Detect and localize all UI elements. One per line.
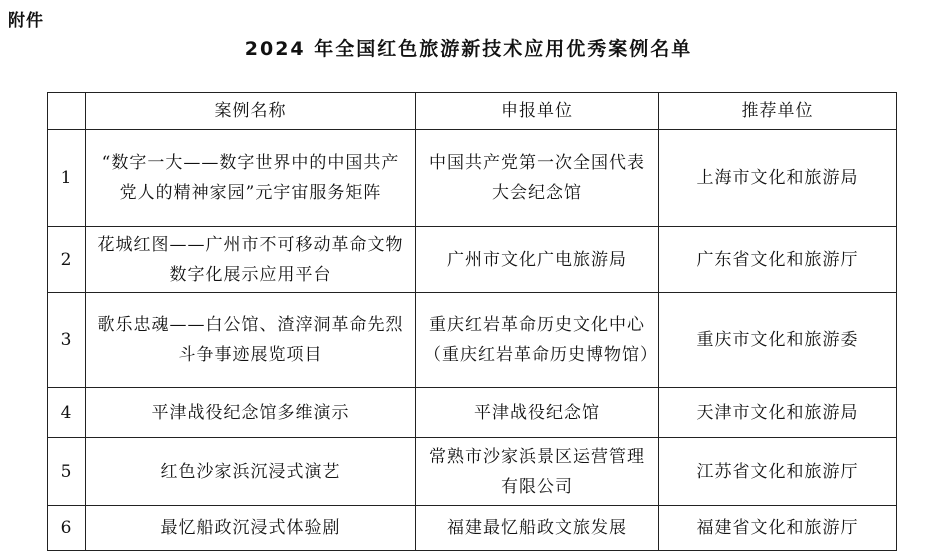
header-number — [48, 93, 86, 130]
document-title: 2024 年全国红色旅游新技术应用优秀案例名单 — [244, 38, 693, 60]
recommender-unit: 重庆市文化和旅游委 — [659, 293, 897, 388]
applicant-unit: 福建最忆船政文旅发展 — [416, 506, 659, 551]
applicant-unit: 重庆红岩革命历史文化中心（重庆红岩革命历史博物馆） — [416, 293, 659, 388]
attachment-label: 附件 — [8, 11, 44, 31]
table-row — [48, 130, 897, 227]
recommender-unit: 福建省文化和旅游厅 — [659, 506, 897, 551]
recommender-unit: 上海市文化和旅游局 — [659, 130, 897, 227]
table-row — [48, 506, 897, 551]
table-row — [48, 227, 897, 293]
row-number: 1 — [48, 130, 86, 227]
row-number: 3 — [48, 293, 86, 388]
recommender-unit: 广东省文化和旅游厅 — [659, 227, 897, 293]
header-recommender: 推荐单位 — [659, 93, 897, 130]
case-name: 歌乐忠魂——白公馆、渣滓洞革命先烈斗争事迹展览项目 — [86, 293, 416, 388]
header-applicant: 申报单位 — [416, 93, 659, 130]
cases-table — [47, 92, 897, 551]
case-name: 最忆船政沉浸式体验剧 — [86, 506, 416, 551]
table-row — [48, 293, 897, 388]
table-row — [48, 388, 897, 438]
recommender-unit: 江苏省文化和旅游厅 — [659, 438, 897, 506]
case-name: 平津战役纪念馆多维演示 — [86, 388, 416, 438]
applicant-unit: 平津战役纪念馆 — [416, 388, 659, 438]
case-name: 花城红图——广州市不可移动革命文物数字化展示应用平台 — [86, 227, 416, 293]
table-row — [48, 438, 897, 506]
row-number: 5 — [48, 438, 86, 506]
header-case-name: 案例名称 — [86, 93, 416, 130]
applicant-unit: 中国共产党第一次全国代表大会纪念馆 — [416, 130, 659, 227]
table-header-row — [48, 93, 897, 130]
recommender-unit: 天津市文化和旅游局 — [659, 388, 897, 438]
applicant-unit: 广州市文化广电旅游局 — [416, 227, 659, 293]
row-number: 2 — [48, 227, 86, 293]
row-number: 6 — [48, 506, 86, 551]
row-number: 4 — [48, 388, 86, 438]
case-name: “数字一大——数字世界中的中国共产党人的精神家园”元宇宙服务矩阵 — [86, 130, 416, 227]
applicant-unit: 常熟市沙家浜景区运营管理有限公司 — [416, 438, 659, 506]
case-name: 红色沙家浜沉浸式演艺 — [86, 438, 416, 506]
